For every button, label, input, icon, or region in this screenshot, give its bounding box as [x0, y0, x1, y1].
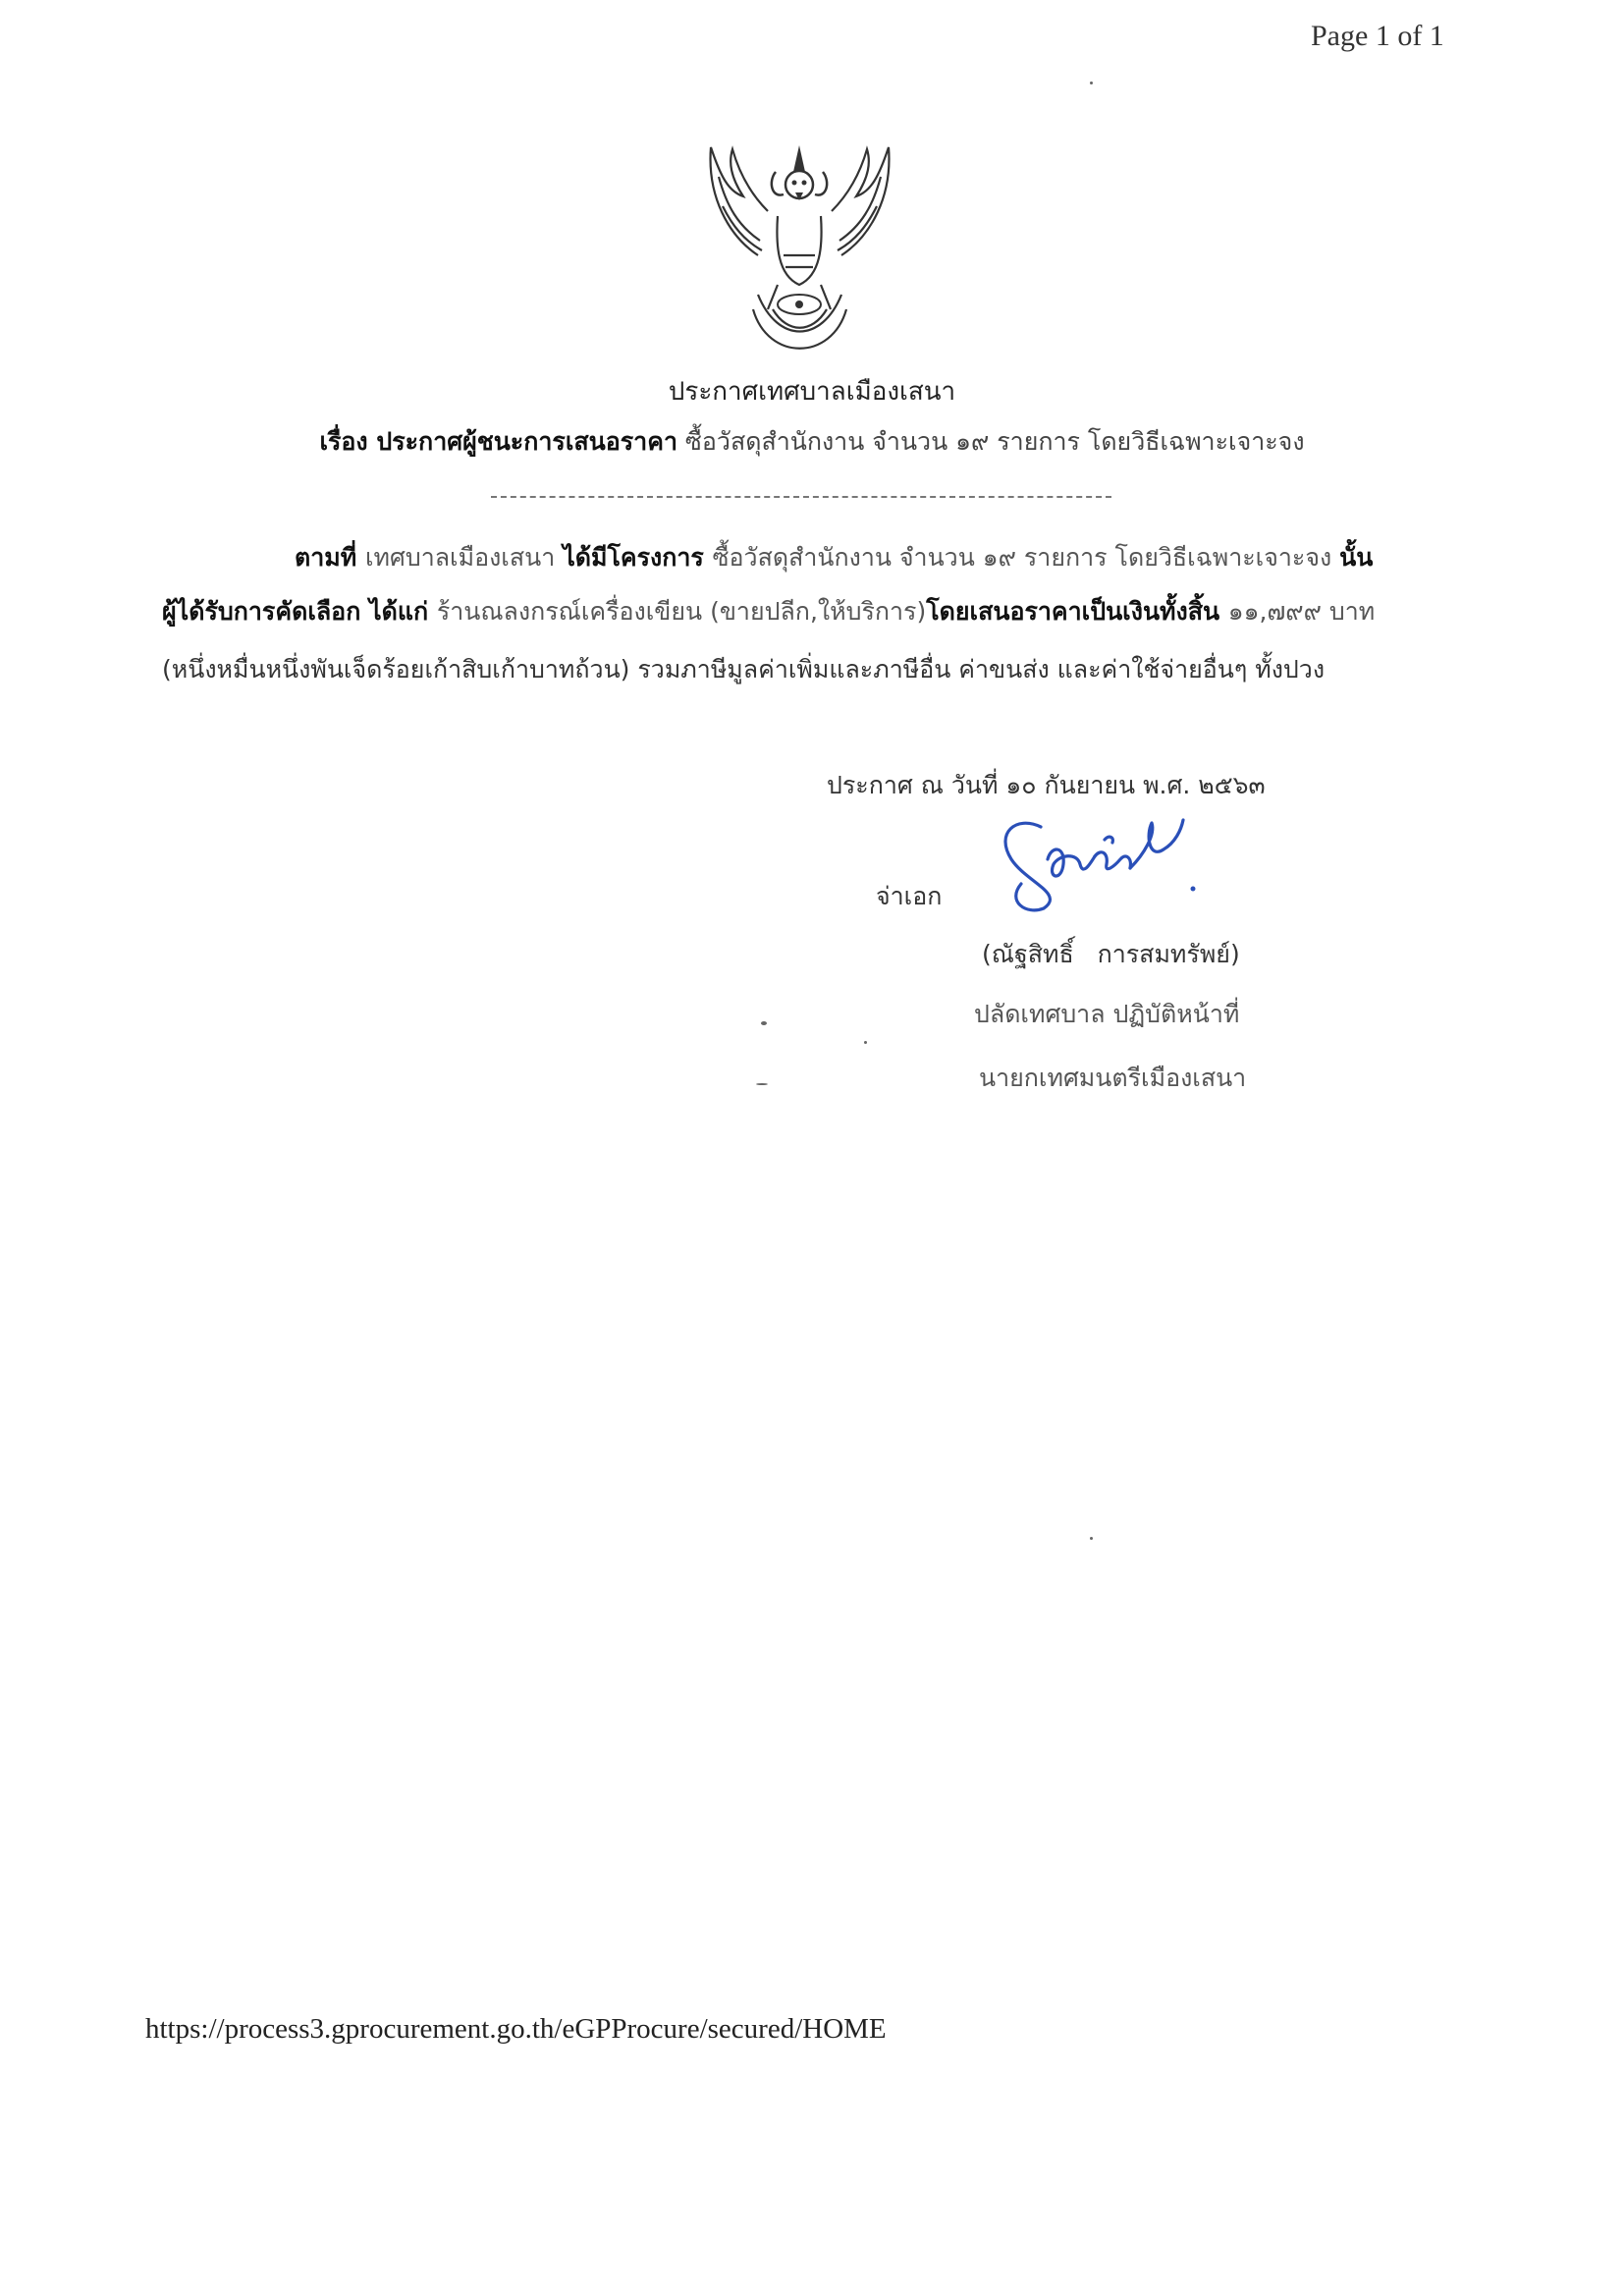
body-segment: โดยเสนอราคาเป็นเงินทั้งสิ้น — [926, 597, 1228, 626]
divider — [491, 496, 1111, 498]
body-segment: ร้านณลงกรณ์เครื่องเขียน (ขายปลีก,ให้บริการ) — [436, 597, 927, 626]
announcement-title: ประกาศเทศบาลเมืองเสนา — [668, 377, 956, 407]
scan-speck — [1090, 82, 1093, 84]
page-indicator: Page 1 of 1 — [1311, 20, 1444, 52]
scan-speck — [1090, 1537, 1093, 1540]
body-line-1 — [295, 538, 1373, 577]
garuda-emblem-icon — [699, 137, 900, 363]
body-segment: นั้น — [1339, 543, 1374, 572]
announcement-date: ประกาศ ณ วันที่ ๑๐ กันยายน พ.ศ. ๒๕๖๓ — [827, 771, 1266, 799]
signer-name: (ณัฐสิทธิ์ การสมทรัพย์) — [982, 940, 1240, 968]
body-segment: ซื้อวัสดุสำนักงาน จำนวน ๑๙ รายการ โดยวิธีเฉพาะเจาะจง — [712, 543, 1340, 572]
signer-rank: จ่าเอก — [876, 882, 943, 910]
body-segment: ผู้ได้รับการคัดเลือก ได้แก่ — [162, 597, 437, 626]
announcement-subject — [0, 422, 1624, 462]
body-line-2 — [162, 592, 1375, 631]
body-segment: ได้มีโครงการ — [563, 543, 713, 572]
body-line-3: (หนึ่งหมื่นหนึ่งพันเจ็ดร้อยเก้าสิบเก้าบาทถ้วน) รวมภาษีมูลค่าเพิ่มและภาษีอื่น ค่าขนส่ง และค่าใช้จ่ายอื่นๆ ทั้งปวง — [162, 655, 1326, 683]
scan-speck — [864, 1041, 867, 1044]
subject-prefix: เรื่อง ประกาศผู้ชนะการเสนอราคา — [319, 427, 677, 456]
signer-position: ปลัดเทศบาล ปฏิบัติหน้าที่ — [974, 1000, 1240, 1028]
signer-position: นายกเทศมนตรีเมืองเสนา — [979, 1064, 1247, 1092]
subject-rest: ซื้อวัสดุสำนักงาน จำนวน ๑๙ รายการ โดยวิธีเฉพาะเจาะจง — [677, 427, 1305, 456]
body-segment: ๑๑,๗๙๙ บาท — [1227, 597, 1376, 626]
scan-speck — [756, 1083, 768, 1085]
body-segment: เทศบาลเมืองเสนา — [364, 543, 564, 572]
scan-speck — [761, 1021, 767, 1025]
source-url: https://process3.gprocurement.go.th/eGPProcure/secured/HOME — [145, 2013, 887, 2045]
body-segment: ตามที่ — [295, 543, 365, 572]
signature-icon — [987, 805, 1213, 918]
